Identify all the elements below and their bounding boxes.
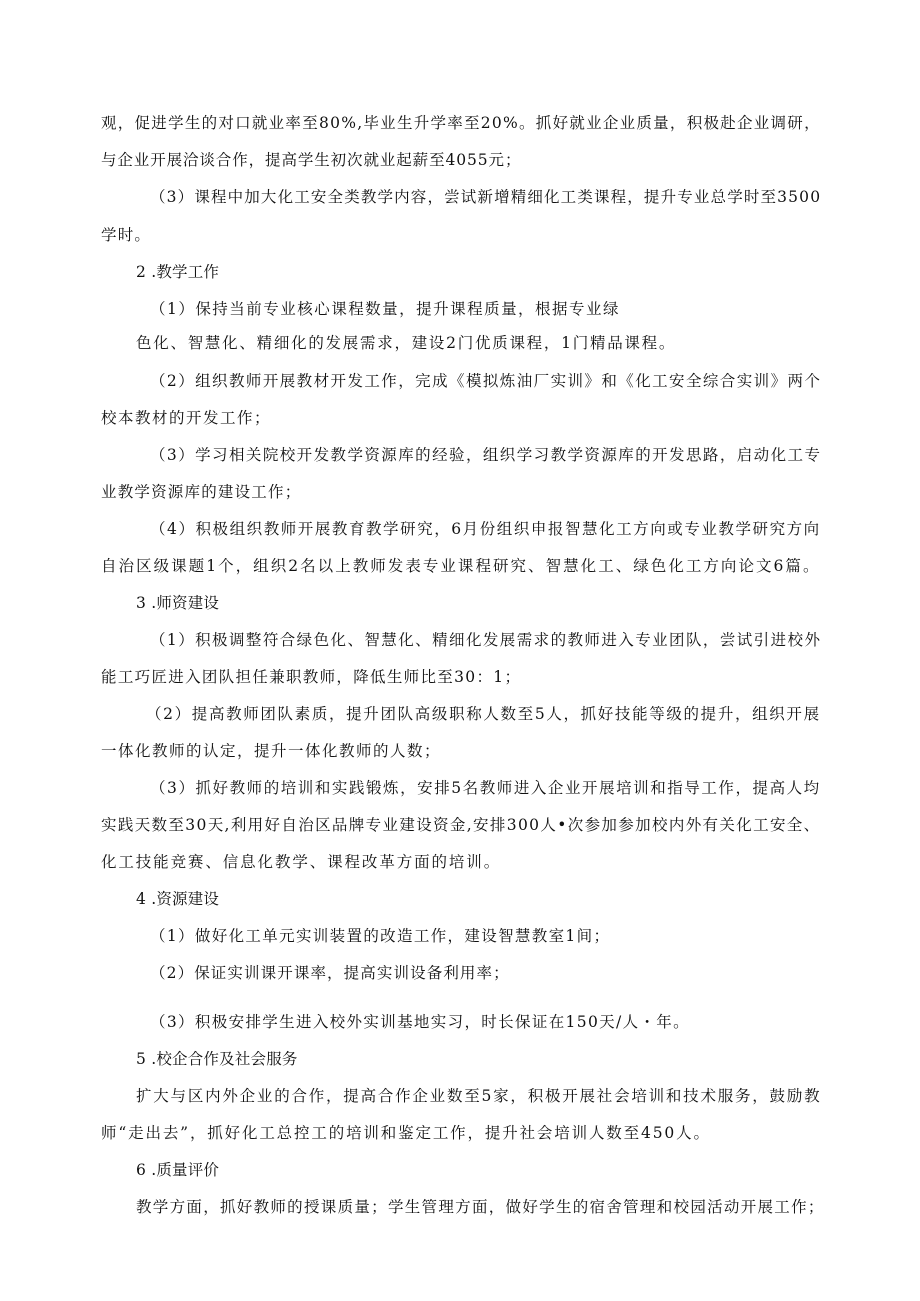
paragraph-line: 业教学资源库的建设工作； <box>101 483 302 501</box>
paragraph-line: （4）积极组织教师开展教育教学研究，6月份组织申报智慧化工方向或专业教学研究方向 <box>150 520 821 538</box>
paragraph-line: 扩大与区内外企业的合作，提高合作企业数至5家，积极开展社会培训和技术服务，鼓励教 <box>136 1087 822 1105</box>
section-heading: 3 .师资建设 <box>136 594 220 612</box>
paragraph-line: （3）积极安排学生进入校外实训基地实习，时长保证在150天/人・年。 <box>150 1013 690 1031</box>
paragraph-line: 能工巧匠进入团队担任兼职教师，降低生师比至30：1； <box>101 668 522 686</box>
paragraph-line: （3）抓好教师的培训和实践锻炼，安排5名教师进入企业开展培训和指导工作，提高人均 <box>150 779 821 797</box>
paragraph-line: 师“走出去”，抓好化工总控工的培训和鉴定工作，提升社会培训人数至450人。 <box>101 1124 711 1142</box>
paragraph-line: （3）学习相关院校开发教学资源库的经验，组织学习教学资源库的开发思路，启动化工专 <box>150 446 822 464</box>
paragraph-line: 校本教材的开发工作； <box>101 409 272 427</box>
paragraph-line: 学时。 <box>101 226 152 244</box>
paragraph-line: 化工技能竞赛、信息化教学、课程改革方面的培训。 <box>101 853 502 871</box>
paragraph-line: 实践天数至30天,利用好自治区品牌专业建设资金,安排300人•次参加参加校内外有关化工安全、 <box>101 816 821 834</box>
paragraph-line: 自治区级课题1个，组织2名以上教师发表专业课程研究、智慧化工、绿色化工方向论文6篇。 <box>101 557 821 575</box>
paragraph-line: （2）保证实训课开课率，提高实训设备利用率； <box>150 964 510 982</box>
paragraph-line: （2）提高教师团队素质，提升团队高级职称人数至5人，抓好技能等级的提升，组织开展 <box>146 705 821 723</box>
section-heading: 5 .校企合作及社会服务 <box>136 1050 298 1068</box>
paragraph-line: 与企业开展洽谈合作，提高学生初次就业起薪至4055元； <box>101 151 522 169</box>
section-heading: 2 .教学工作 <box>136 263 220 281</box>
paragraph-line: 色化、智慧化、精细化的发展需求，建设2门优质课程，1门精品课程。 <box>136 334 677 352</box>
section-heading: 6 .质量评价 <box>136 1161 220 1179</box>
paragraph-line: 教学方面，抓好教师的授课质量；学生管理方面，做好学生的宿舍管理和校园活动开展工作； <box>136 1198 825 1216</box>
paragraph-line: （1）积极调整符合绿色化、智慧化、精细化发展需求的教师进入专业团队，尝试引进校外 <box>150 631 822 649</box>
paragraph-line: 一体化教师的认定，提升一体化教师的人数； <box>101 742 442 760</box>
paragraph-line: （1）保持当前专业核心课程数量，提升课程质量，根据专业绿 <box>150 300 620 318</box>
paragraph-line: （1）做好化工单元实训装置的改造工作，建设智慧教室1间； <box>150 927 611 945</box>
paragraph-line: （2）组织教师开展教材开发工作，完成《模拟炼油厂实训》和《化工安全综合实训》两个 <box>150 372 822 390</box>
paragraph-line: （3）课程中加大化工安全类教学内容，尝试新增精细化工类课程，提升专业总学时至3500 <box>150 188 822 206</box>
section-heading: 4 .资源建设 <box>136 890 220 908</box>
paragraph-line: 观，促进学生的对口就业率至80%,毕业生升学率至20%。抓好就业企业质量，积极赴企业调研， <box>101 114 821 132</box>
